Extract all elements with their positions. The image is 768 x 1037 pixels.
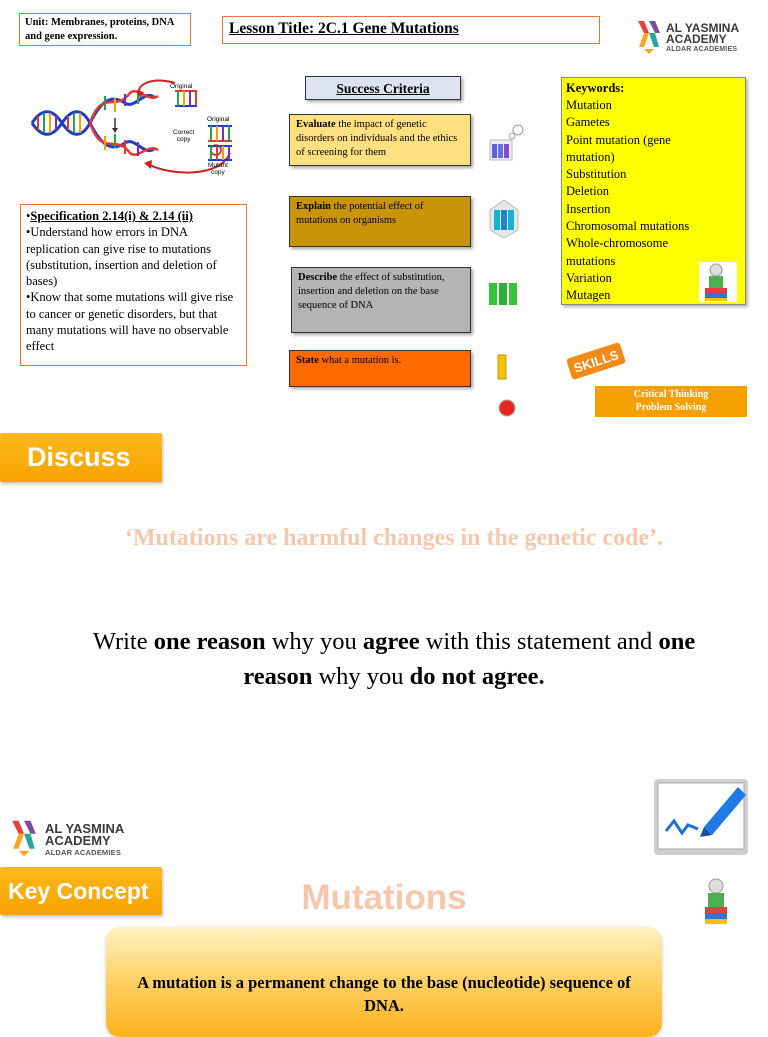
keyword-item: Substitution [566,167,627,182]
label-copy-2: copy [211,169,225,176]
criterion-explain: Explain the potential effect of mutations on organisms [289,196,471,247]
success-criteria-heading-box [305,76,461,100]
discuss-prompt: Write one reason why you agree with this statement and one reason why you do not agree. [92,628,696,690]
definition-box [106,927,662,1037]
spec-item: •Understand how errors in DNA replication can give rise to mutations (substitution, insertion and deletion of bases) [26,225,217,288]
keyword-item: Point mutation (gene mutation) [566,132,671,164]
logo-line-2: ACADEMY [666,32,727,46]
crystal-blue-icon [488,198,520,240]
spec-item: •Know that some mutations will give rise to cancer or genetic disorders, but that many mutations will have no observable effect [26,290,234,353]
academy-logo-top [636,19,746,59]
skills-box [595,386,747,417]
spec-heading: Specification 2.14(i) & 2.14 (ii) [30,209,193,223]
keyword-item: Gametes [566,115,610,130]
keyword-item: Variation [566,270,612,285]
specification-box: •Specification 2.14(i) & 2.14 (ii) •Understand how errors in DNA replication can give rise to mutations (substitution, insertion and deletion of bases) •Know that some mutations will give rise to cancer or genetic disorders, but that many mutations will have no observable effect [20,204,247,366]
criterion-evaluate: Evaluate the impact of genetic disorders on individuals and the ethics of screening for them [289,114,471,166]
crystal-yellow-icon [495,353,509,381]
reading-figure-icon [700,877,734,927]
label-copy-1: copy [176,136,191,143]
keyword-item: Whole-chromosome mutations [566,236,669,268]
logo-mark-icon [636,19,662,55]
key-concept-label: Key Concept [8,878,149,904]
crystal-green-icon [487,280,521,308]
skill-critical-thinking: Critical Thinking [633,389,709,400]
discuss-quote: ‘Mutations are harmful changes in the genetic code’. [124,525,664,551]
keywords-heading: Keywords: [566,81,625,95]
lesson-title-box [222,16,600,44]
criterion-state: State what a mutation is. [289,350,471,387]
keyword-item: Insertion [566,201,611,216]
mutations-title: Mutations [301,878,467,917]
keyword-item: Mutation [566,98,612,112]
skills-badge-icon [560,338,632,384]
logo-line-3: ALDAR ACADEMIES [666,46,738,53]
keyword-item: Deletion [566,184,610,199]
logo-mark-icon [10,818,38,858]
criterion-describe: Describe the effect of substitution, insertion and deletion on the base sequence of DNA [291,267,471,333]
skill-problem-solving: Problem Solving [635,402,707,413]
red-dot-icon [497,398,517,418]
logo-line-1: AL YASMINA [45,821,125,836]
unit-box [19,13,191,46]
keyword-item: Mutagen [566,288,611,303]
success-criteria-heading: Success Criteria [336,81,430,96]
logo-line-2: ACADEMY [45,833,111,848]
dna-replication-diagram [30,78,240,178]
discuss-label: Discuss [27,442,131,472]
keywords-box [561,77,746,305]
lesson-title: Lesson Title: 2C.1 Gene Mutations [229,20,459,37]
logo-line-1: AL YASMINA [666,21,740,35]
label-mutant: Mutant [208,162,228,169]
whiteboard-pen-icon[interactable] [652,775,752,857]
label-original-1: Original [170,83,193,90]
label-correct: Correct [173,129,195,136]
unit-text: Unit: Membranes, proteins, DNA and gene expression. [25,17,174,42]
discuss-button[interactable] [0,433,162,482]
crystal-purple-icon [488,122,528,164]
reading-figure-icon [699,262,737,302]
skills-badge-text: SKILLS [571,347,621,376]
label-original-2: Original [207,116,230,123]
academy-logo-bottom [10,818,130,860]
mutation-definition: A mutation is a permanent change to the base (nucleotide) sequence of DNA. [137,973,631,1015]
keyword-item: Chromosomal mutations [566,219,690,234]
logo-line-3: ALDAR ACADEMIES [45,848,122,857]
